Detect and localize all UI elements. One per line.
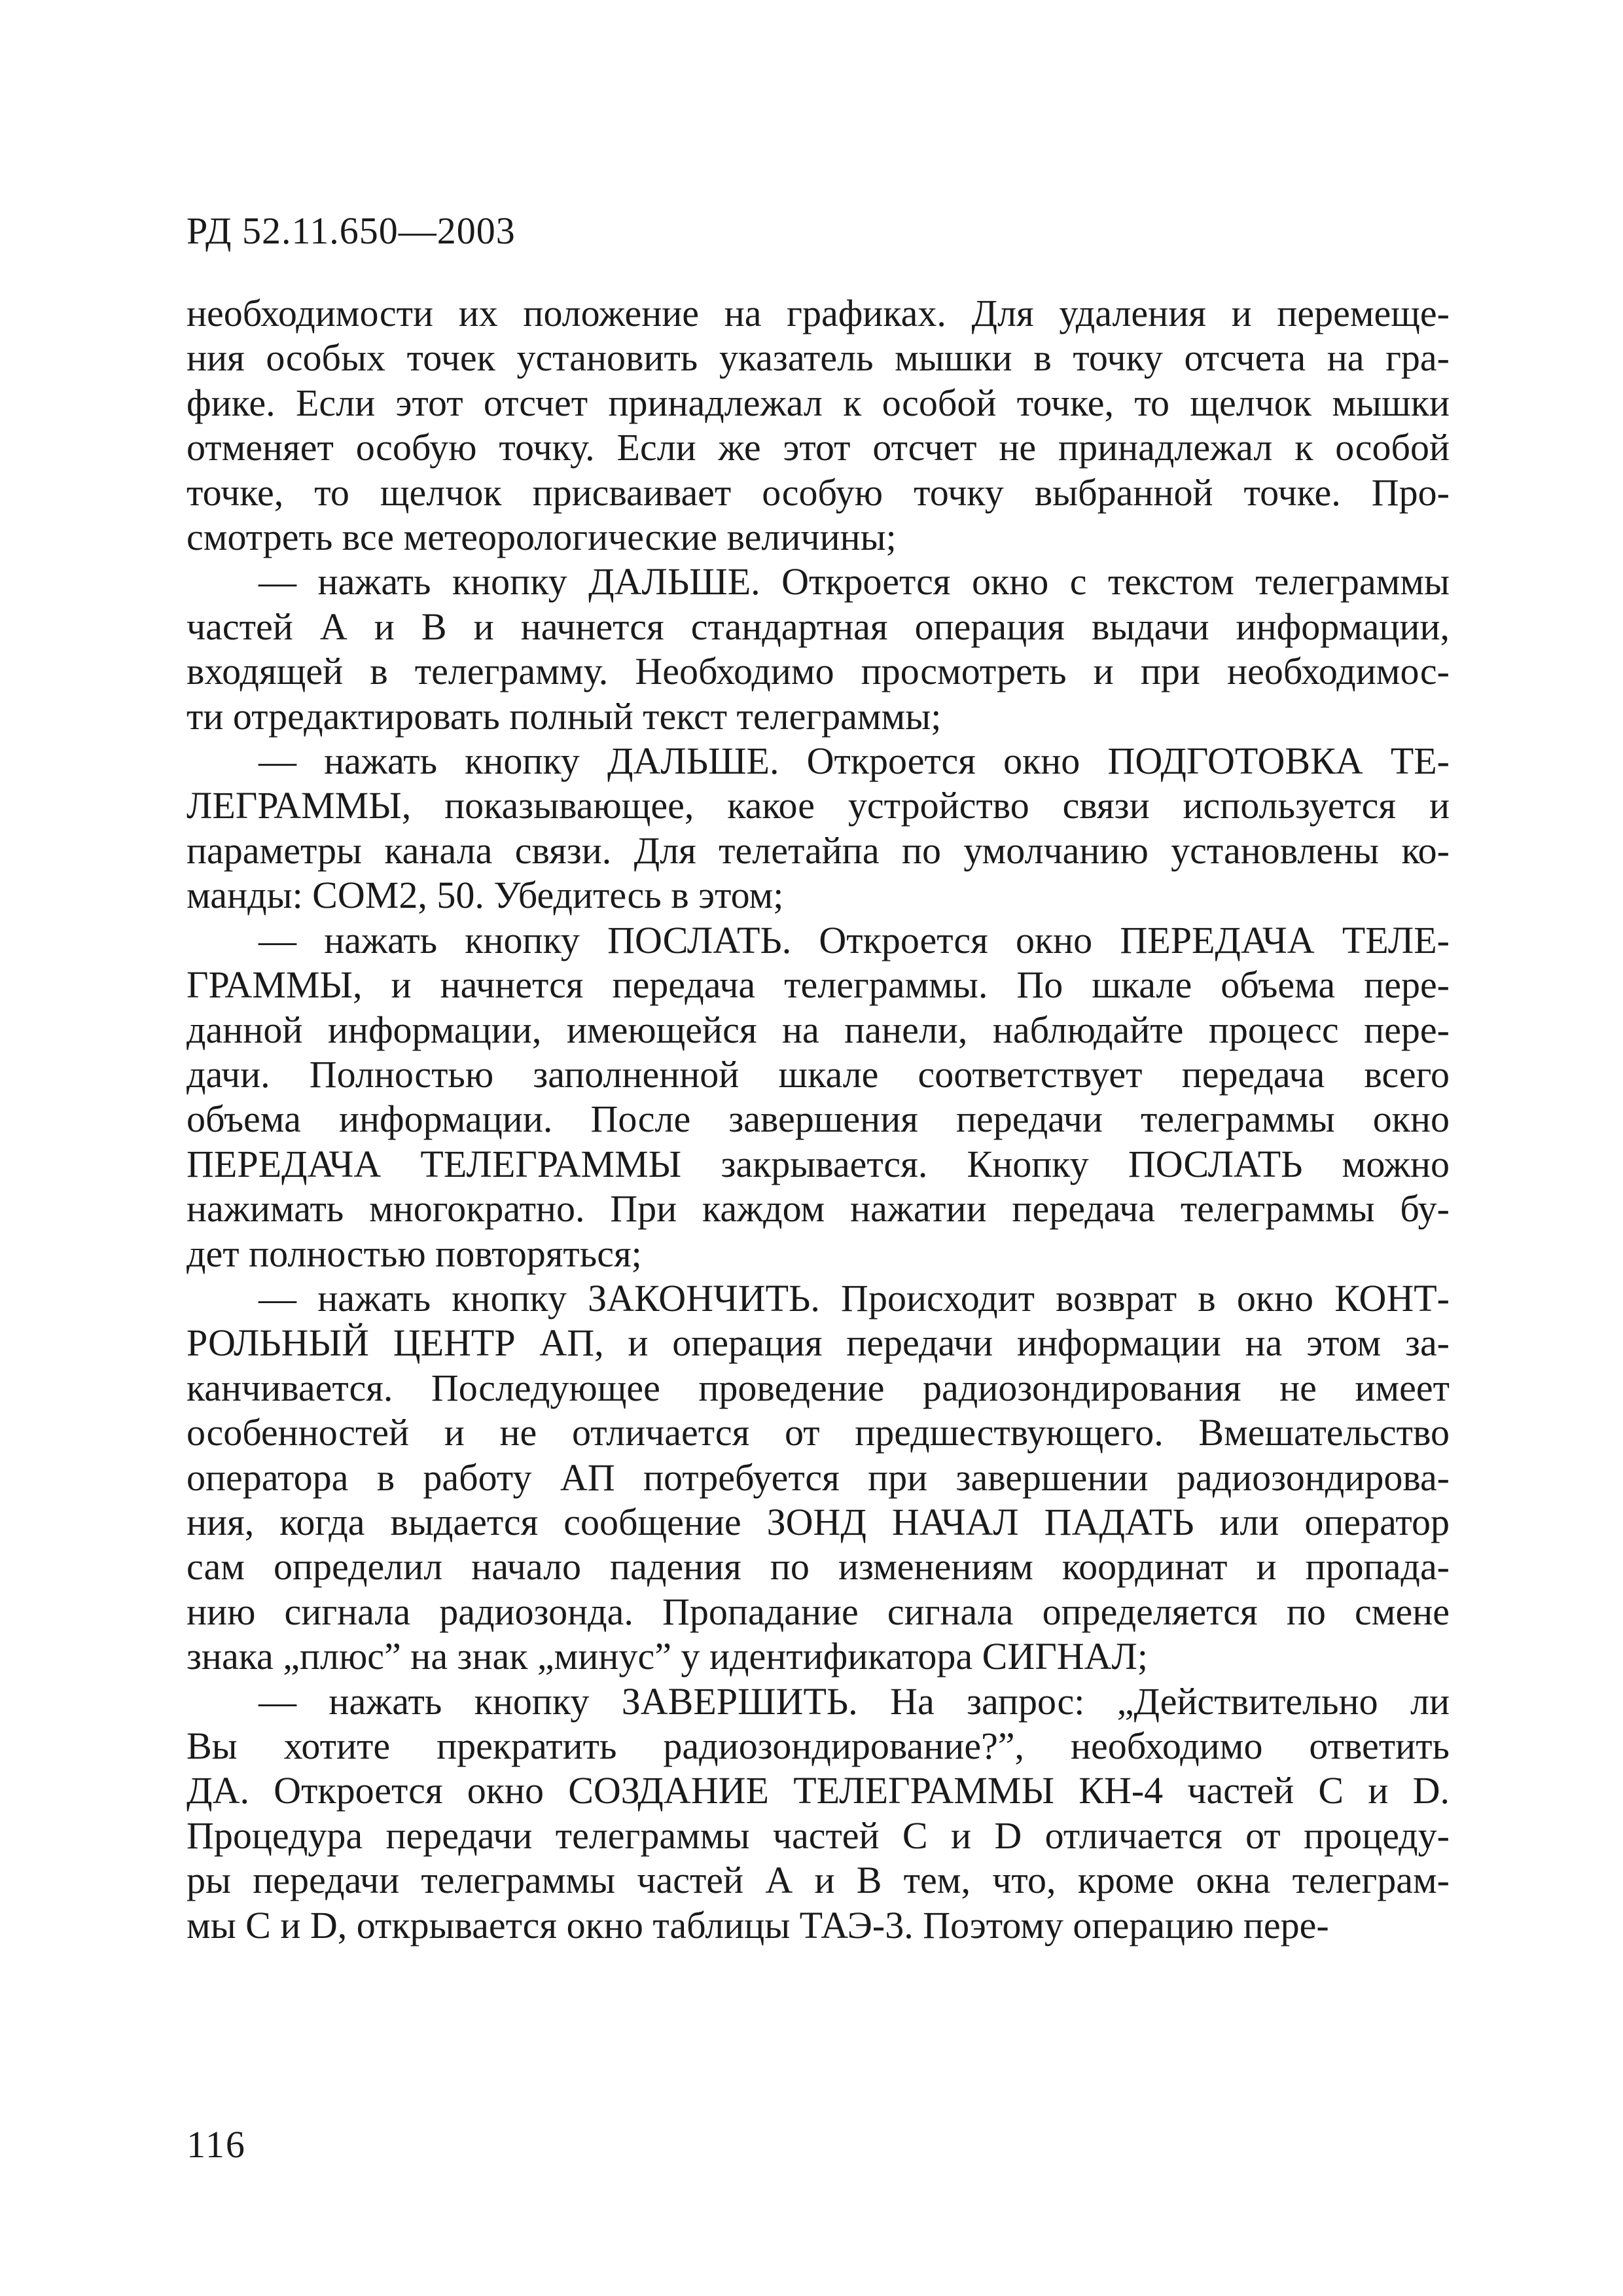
- text-line: параметры канала связи. Для телетайпа по умолчанию установлены ко-: [187, 829, 1450, 872]
- text-line: необходимости их положение на графиках. Для удаления и перемеще-: [187, 292, 1450, 334]
- document-header-code: РД 52.11.650—2003: [187, 209, 516, 252]
- text-line: ЛЕГРАММЫ, показывающее, какое устройство связи используется и: [187, 784, 1450, 827]
- text-line: входящей в телеграмму. Необходимо просмотреть и при необходимос-: [187, 650, 1450, 693]
- text-line: ГРАММЫ, и начнется передача телеграммы. По шкале объема пере-: [187, 963, 1450, 1007]
- text-line: ДА. Откроется окно СОЗДАНИЕ ТЕЛЕГРАММЫ КН-4 частей С и D.: [187, 1769, 1450, 1812]
- page-number: 116: [187, 2123, 246, 2166]
- text-line: Процедура передачи телеграммы частей С и D отличается от процеду-: [187, 1814, 1450, 1857]
- text-line: оператора в работу АП потребуется при завершении радиозондирова-: [187, 1456, 1450, 1499]
- text-line: отменяет особую точку. Если же этот отсчет не принадлежал к особой: [187, 426, 1450, 469]
- text-line: ры передачи телеграммы частей А и В тем, что, кроме окна телеграм-: [187, 1859, 1450, 1902]
- text-line: ния особых точек установить указатель мышки в точку отсчета на гра-: [187, 336, 1450, 380]
- paragraph: [187, 1679, 1450, 1948]
- text-line: нию сигнала радиозонда. Пропадание сигнала определяется по смене: [187, 1590, 1450, 1633]
- text-line: канчивается. Последующее проведение радиозондирования не имеет: [187, 1366, 1450, 1409]
- text-line: ти отредактировать полный текст телеграммы;: [187, 694, 942, 738]
- text-line: дачи. Полностью заполненной шкале соответствует передача всего: [187, 1052, 1450, 1096]
- text-line: смотреть все метеорологические величины;: [187, 516, 897, 559]
- text-line: особенностей и не отличается от предшествующего. Вмешательство: [187, 1411, 1450, 1454]
- text-line: фике. Если этот отсчет принадлежал к особой точке, то щелчок мышки: [187, 381, 1450, 424]
- paragraph: [187, 291, 1450, 560]
- text-line: нажимать многократно. При каждом нажатии передача телеграммы бу-: [187, 1187, 1450, 1230]
- text-line: точке, то щелчок присваивает особую точку выбранной точке. Про-: [187, 471, 1450, 514]
- text-line: дет полностью повторяться;: [187, 1232, 642, 1275]
- text-line: — нажать кнопку ДАЛЬШЕ. Откроется окно ПОДГОТОВКА ТЕ-: [259, 740, 1450, 783]
- text-line: знака „плюс” на знак „минус” у идентификатора СИГНАЛ;: [187, 1635, 1148, 1678]
- text-line: ния, когда выдается сообщение ЗОНД НАЧАЛ ПАДАТЬ или оператор: [187, 1500, 1450, 1543]
- paragraph: [187, 1276, 1450, 1679]
- paragraph: [187, 918, 1450, 1276]
- text-line: манды: COM2, 50. Убедитесь в этом;: [187, 874, 784, 917]
- paragraph: [187, 739, 1450, 918]
- paragraph: [187, 560, 1450, 739]
- text-line: — нажать кнопку ЗАКОНЧИТЬ. Происходит возврат в окно КОНТ-: [259, 1276, 1450, 1319]
- text-line: — нажать кнопку ДАЛЬШЕ. Откроется окно с текстом телеграммы: [259, 560, 1450, 603]
- text-line: мы С и D, открывается окно таблицы ТАЭ-3. Поэтому операцию пере-: [187, 1903, 1329, 1946]
- text-line: объема информации. После завершения передачи телеграммы окно: [187, 1098, 1450, 1141]
- text-line: данной информации, имеющейся на панели, наблюдайте процесс пере-: [187, 1008, 1450, 1051]
- text-line: сам определил начало падения по изменениям координат и пропада-: [187, 1545, 1450, 1588]
- text-line: частей А и В и начнется стандартная операция выдачи информации,: [187, 605, 1450, 648]
- text-line: Вы хотите прекратить радиозондирование?”, необходимо ответить: [187, 1725, 1450, 1767]
- text-line: ПЕРЕДАЧА ТЕЛЕГРАММЫ закрывается. Кнопку ПОСЛАТЬ можно: [187, 1142, 1450, 1185]
- text-line: РОЛЬНЫЙ ЦЕНТР АП, и операция передачи информации на этом за-: [187, 1321, 1450, 1365]
- text-line: — нажать кнопку ПОСЛАТЬ. Откроется окно ПЕРЕДАЧА ТЕЛЕ-: [259, 918, 1450, 961]
- text-line: — нажать кнопку ЗАВЕРШИТЬ. На запрос: „Действительно ли: [259, 1679, 1450, 1723]
- body-text: [187, 291, 1450, 1948]
